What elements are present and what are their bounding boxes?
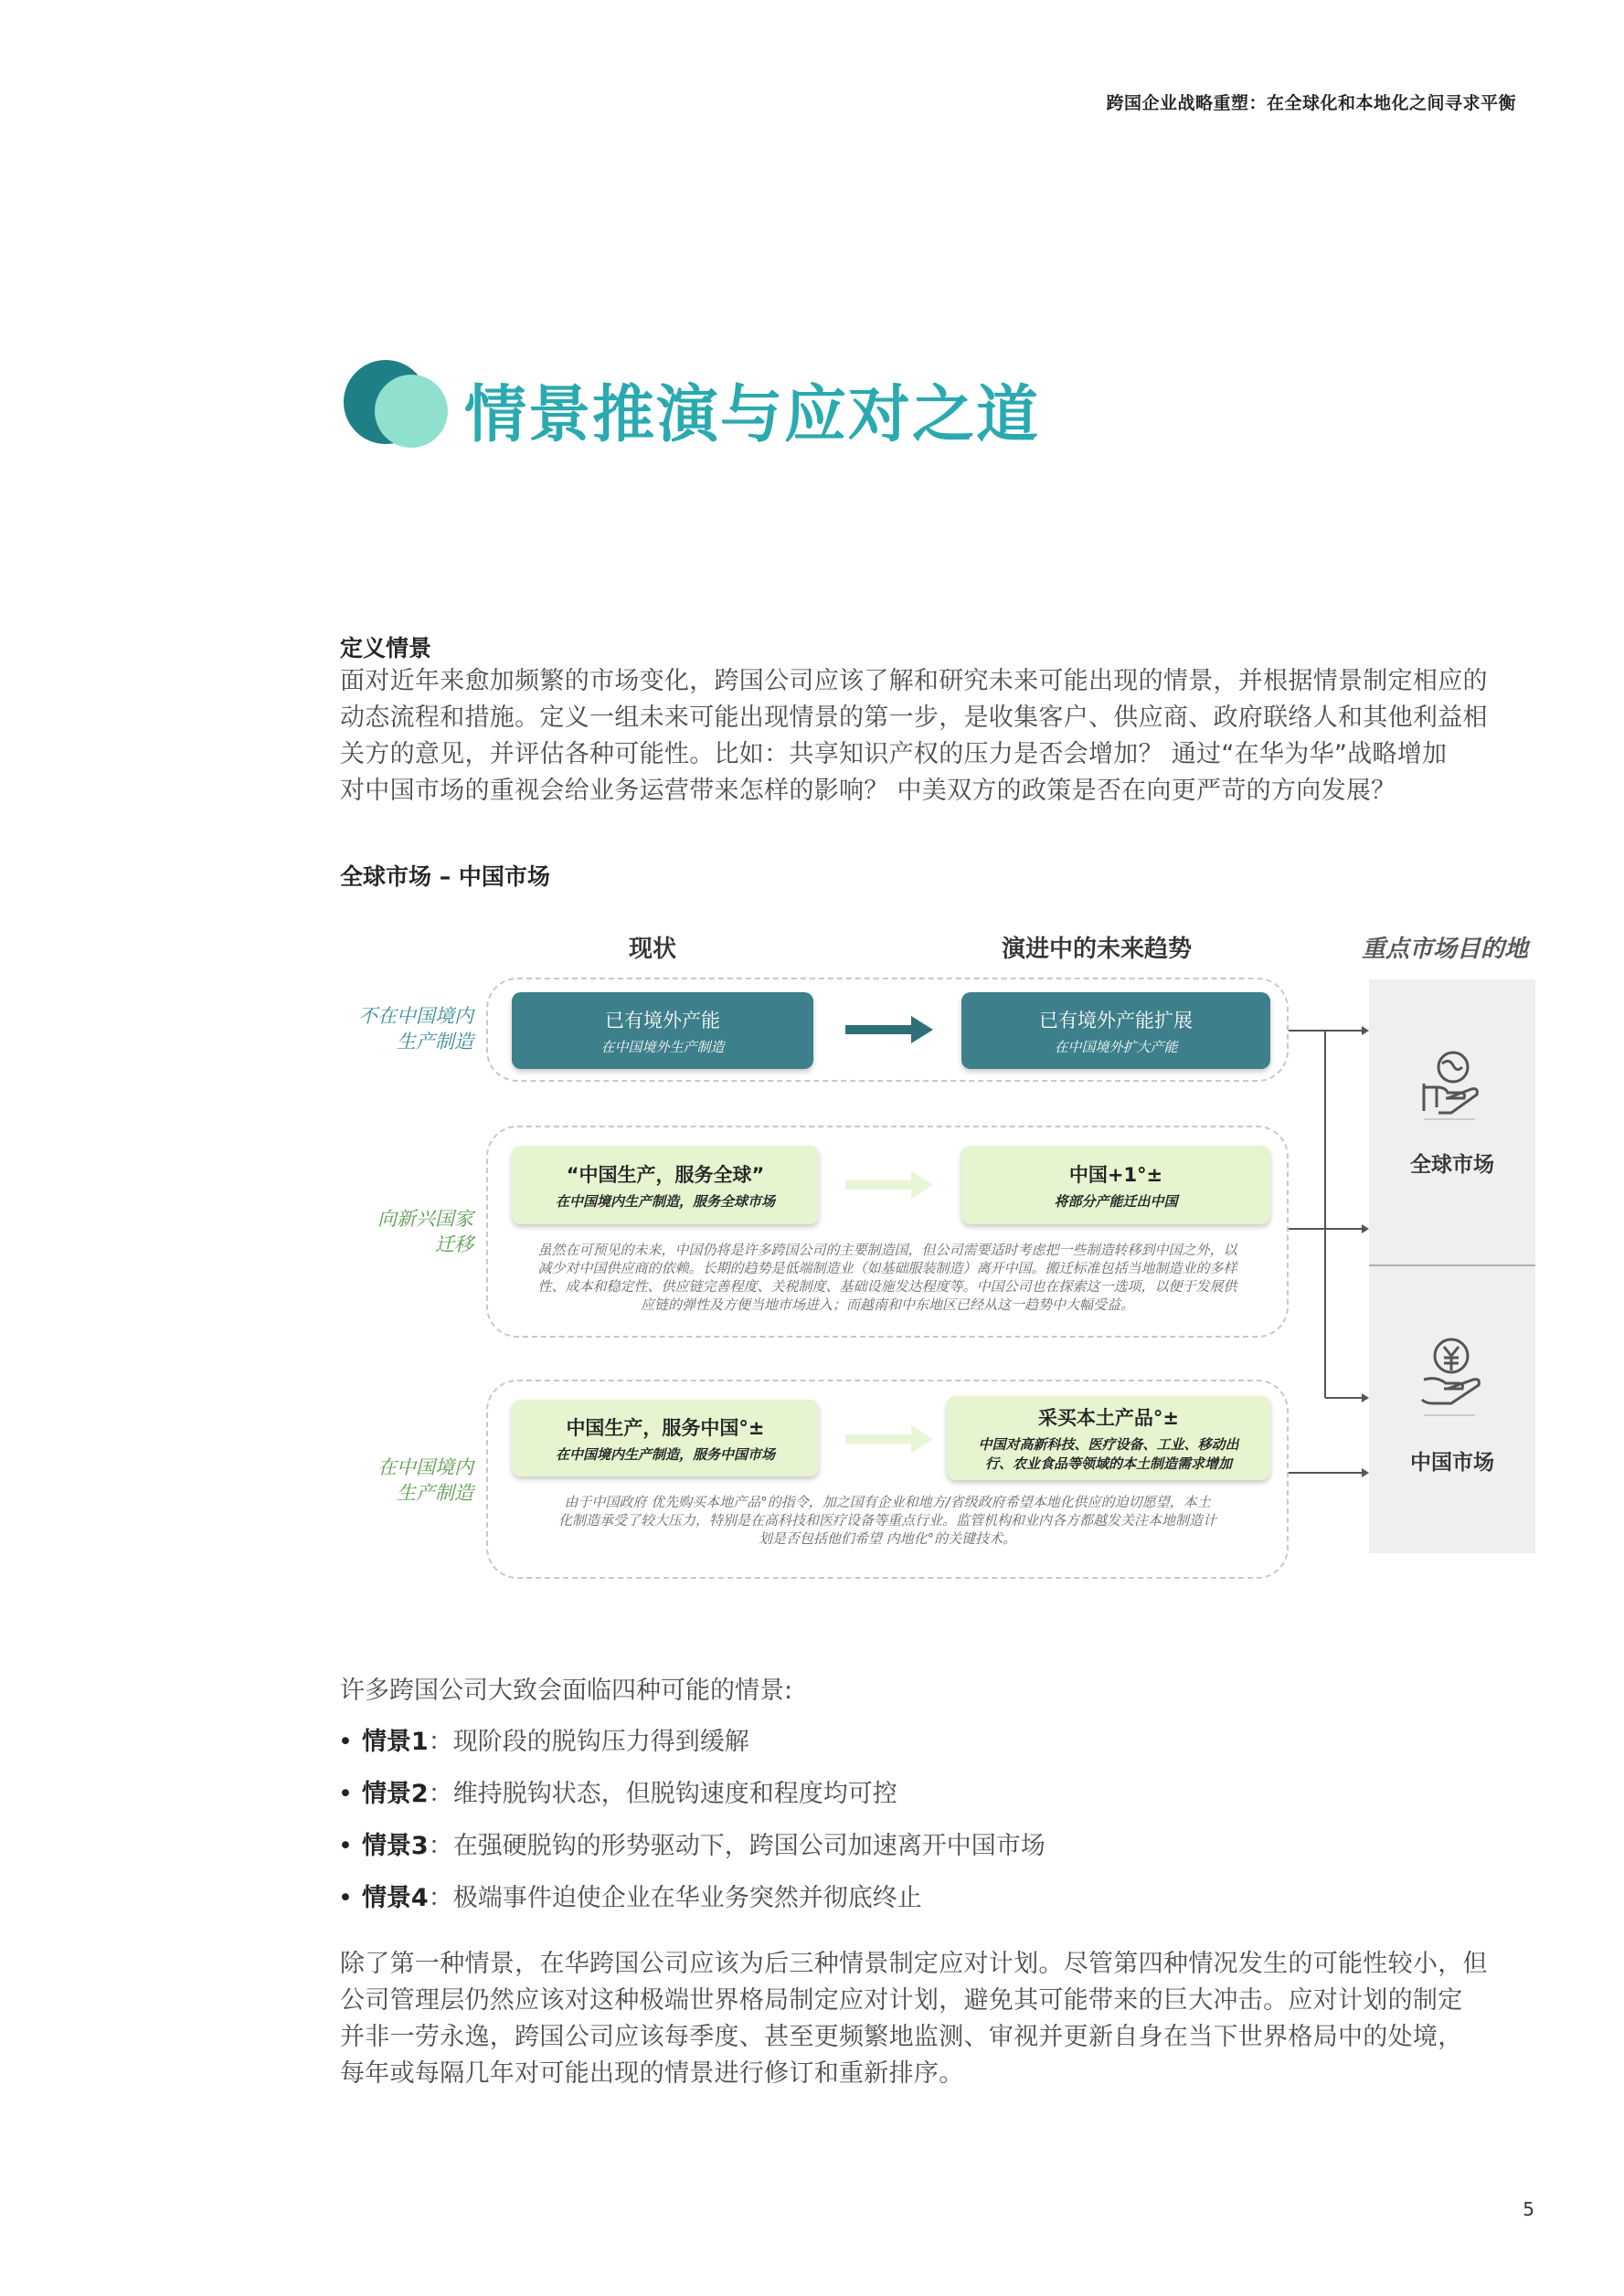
globe-hand-icon xyxy=(1415,1047,1488,1126)
bullet-icon: • xyxy=(338,1780,353,1808)
yuan-hand-icon xyxy=(1415,1334,1488,1422)
paragraph-line: 除了第一种情景，在华跨国公司应该为后三种情景制定应对计划。尽管第四种情况发生的可能性较小，但 xyxy=(340,1950,1488,1978)
section-heading: 定义情景 xyxy=(340,635,432,661)
card-existing-offshore: 已有境外产能 在中国境外生产制造 xyxy=(512,992,813,1069)
paragraph-line: 面对近年来愈加频繁的市场变化，跨国公司应该了解和研究未来可能出现的情景，并根据情景制定相应的 xyxy=(340,667,1488,695)
destination-china: 中国市场 xyxy=(1410,1451,1494,1475)
panel-divider xyxy=(1369,1264,1535,1266)
list-item: • 情景1：现阶段的脱钩压力得到缓解 xyxy=(338,1728,749,1756)
row-note-in-china: 由于中国政府 优先购买本地产品°的指令，加之国有企业和地方/省级政府希望本地化供应的迫切愿望，本土 化制造承受了较大压力，特别是在高科技和医疗设备等重点行业。监管机构和业内各方都越发关注本地制造计 划是否包括他们希望 内地化°的关键技术。 xyxy=(557,1494,1216,1547)
page-title: 情景推演与应对之道 xyxy=(464,379,1041,451)
closing-paragraph xyxy=(340,1946,1548,2092)
row-label-offshore: 不在中国境内 生产制造 xyxy=(358,1005,473,1053)
arrow-right-icon xyxy=(845,1016,933,1043)
destination-global: 全球市场 xyxy=(1410,1153,1494,1177)
paragraph-line: 公司管理层仍然应该对这种极端世界格局制定应对计划，避免其可能带来的巨大冲击。应对计划的制定 xyxy=(340,1986,1463,2015)
scenarios-intro: 许多跨国公司大致会面临四种可能的情景: xyxy=(340,1677,793,1705)
paragraph-line: 对中国市场的重视会给业务运营带来怎样的影响？ 中美双方的政策是否在向更严苛的方向发展？ xyxy=(340,777,1396,805)
arrow-right-icon xyxy=(845,1425,933,1453)
list-item: • 情景4：极端事件迫使企业在华业务突然并彻底终止 xyxy=(338,1884,922,1912)
paragraph-line: 动态流程和措施。定义一组未来可能出现情景的第一步，是收集客户、供应商、政府联络人和其他利益相 xyxy=(340,704,1488,732)
list-item: • 情景3：在强硬脱钩的形势驱动下，跨国公司加速离开中国市场 xyxy=(338,1832,1046,1860)
card-china-plus-one: 中国+1°± 将部分产能迁出中国 xyxy=(961,1146,1270,1224)
bullet-icon: • xyxy=(338,1884,353,1912)
paragraph-line: 每年或每隔几年对可能出现的情景进行修订和重新排序。 xyxy=(340,2059,964,2088)
column-header-destination: 重点市场目的地 xyxy=(1362,936,1529,963)
list-item: • 情景2：维持脱钩状态，但脱钩速度和程度均可控 xyxy=(338,1780,897,1808)
title-circles-icon xyxy=(340,354,450,455)
bullet-icon: • xyxy=(338,1728,353,1756)
card-made-in-china-global: “中国生产，服务全球” 在中国境内生产制造，服务全球市场 xyxy=(512,1146,819,1224)
card-made-in-china-china: 中国生产，服务中国°± 在中国境内生产制造，服务中国市场 xyxy=(512,1400,819,1476)
connector-arrows xyxy=(1289,1005,1380,1517)
page-number: 5 xyxy=(1523,2198,1534,2220)
row-label-in-china: 在中国境内 生产制造 xyxy=(377,1456,473,1504)
intro-paragraph xyxy=(340,663,1548,809)
column-header-future: 演进中的未来趋势 xyxy=(1002,936,1193,963)
arrow-right-icon xyxy=(845,1171,933,1199)
card-buy-local: 采买本土产品°± 中国对高新科技、医疗设备、工业、移动出 行、农业食品等领域的本土制造需求增加 xyxy=(947,1396,1270,1480)
running-header: 跨国企业战略重塑：在全球化和本地化之间寻求平衡 xyxy=(1106,93,1516,113)
row-note-emerging: 虽然在可预见的未来，中国仍将是许多跨国公司的主要制造国，但公司需要适时考虑把一些制造转移到中国之外，以 减少对中国供应商的依赖。长期的趋势是低端制造业（如基础服装制造）离开中国。搬迁标准包括当地制造业的多样 性、成本和稳定性、供应链完善程度、关税制度、基础设施发达程度等。中国公司也在探索这一选项，以便于发展供 应链的弹性及方便当地市场进入；而越南和中东地区已经从这一趋势中大幅受益。 xyxy=(537,1242,1237,1313)
paragraph-line: 关方的意见，并评估各种可能性。比如：共享知识产权的压力是否会增加？ 通过“在华为华”战略增加 xyxy=(340,740,1448,768)
bullet-icon: • xyxy=(338,1832,353,1860)
paragraph-line: 并非一劳永逸，跨国公司应该每季度、甚至更频繁地监测、审视并更新自身在当下世界格局中的处境， xyxy=(340,2023,1463,2051)
row-label-emerging: 向新兴国家 迁移 xyxy=(377,1208,473,1255)
column-header-current: 现状 xyxy=(629,936,677,963)
card-expand-offshore: 已有境外产能扩展 在中国境外扩大产能 xyxy=(961,992,1270,1069)
diagram-title: 全球市场 – 中国市场 xyxy=(340,863,550,890)
